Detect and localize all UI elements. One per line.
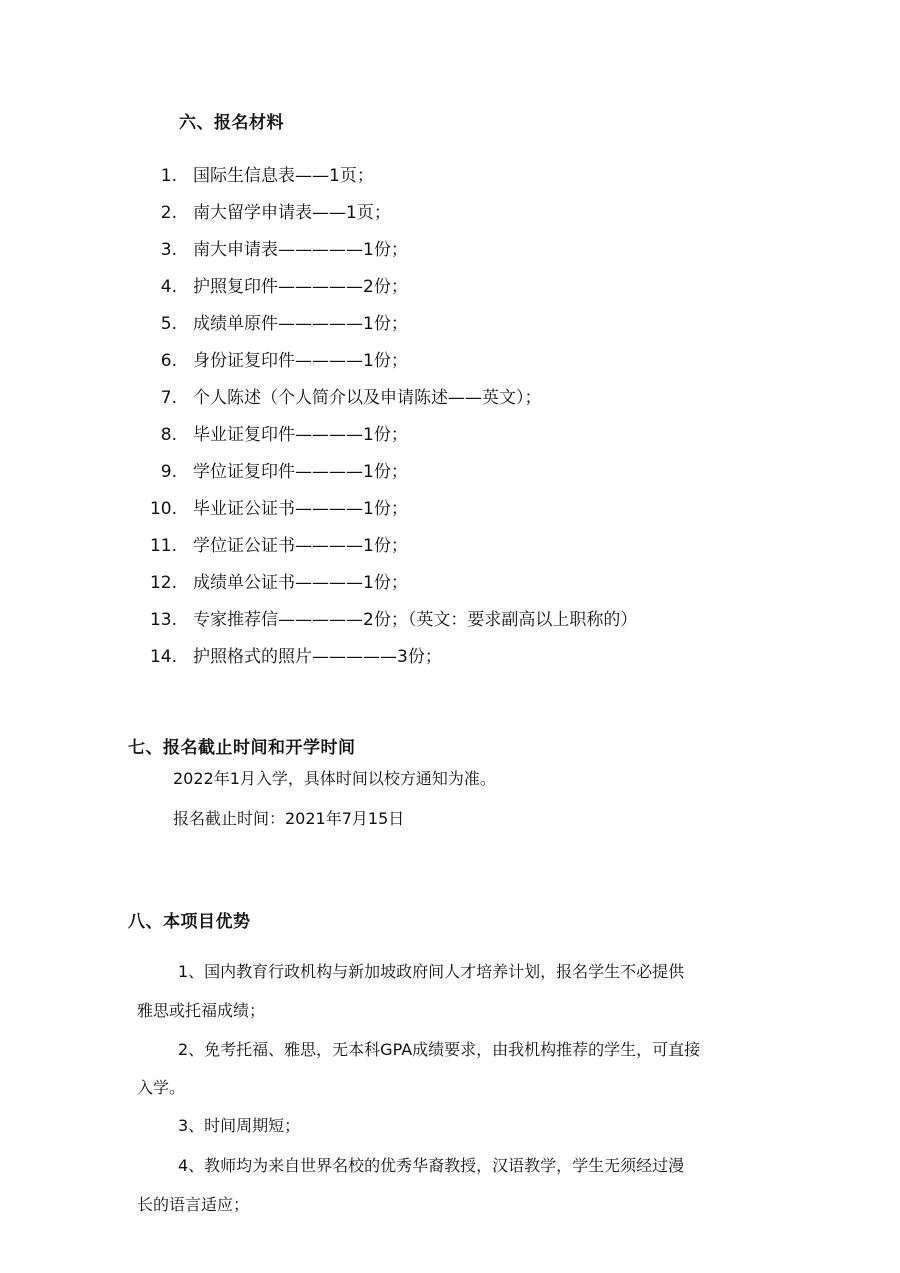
document-page: 六、报名材料 1. 国际生信息表——1页； 2. 南大留学申请表——1页； 3. 南大申请表—————1份； 4. 护照复印件—————2份； 5. 成绩单原件—————1份； 6. 身份证复印件————1份； 7. 个人陈述（个人简介以及申请陈述——英文）； 8. 毕业证复印件————1份； 9. 学位证复印件————1份； 10. 毕业证公证书————1份； 11. 学位证公证书————1份； 12. 成绩单公证书————1份； 13. 专家推荐信—————2份；（英文：要求副高以上职称的） 14. 护照格式的照片—————3份； 七、报名截止时间和开学时间 2022年1月入学，具体时间以校方通知为准。 报名截止时间：2021年7月15日 八、本项目优势 1、国内教育行政机构与新加坡政府间人才培养计划，报名学生不必提供 雅思或托福成绩； 2、免考托福、雅思，无本科GPA成绩要求，由我机构推荐的学生，可直接 入学。 3、时间周期短； 4、教师均为来自世界名校的优秀华裔教授，汉语教学，学生无须经过漫 长的语言适应； <box>0 0 900 1273</box>
section-7-heading: 七、报名截止时间和开学时间 <box>128 738 356 758</box>
advantage-2-line-2: 入学。 <box>137 1078 186 1097</box>
section-6-heading: 六、报名材料 <box>179 113 284 133</box>
deadline-text: 报名截止时间：2021年7月15日 <box>173 809 405 828</box>
advantage-2-line-1: 2、免考托福、雅思，无本科GPA成绩要求，由我机构推荐的学生，可直接 <box>178 1040 701 1059</box>
advantage-1-line-1: 1、国内教育行政机构与新加坡政府间人才培养计划，报名学生不必提供 <box>178 962 685 981</box>
advantage-3-line-1: 3、时间周期短； <box>178 1116 301 1135</box>
advantage-1-line-2: 雅思或托福成绩； <box>137 1001 266 1020</box>
advantage-4-line-2: 长的语言适应； <box>137 1195 250 1214</box>
advantage-4-line-1: 4、教师均为来自世界名校的优秀华裔教授，汉语教学，学生无须经过漫 <box>178 1156 685 1175</box>
enrollment-date-text: 2022年1月入学，具体时间以校方通知为准。 <box>173 769 496 788</box>
section-8-heading: 八、本项目优势 <box>128 912 251 932</box>
